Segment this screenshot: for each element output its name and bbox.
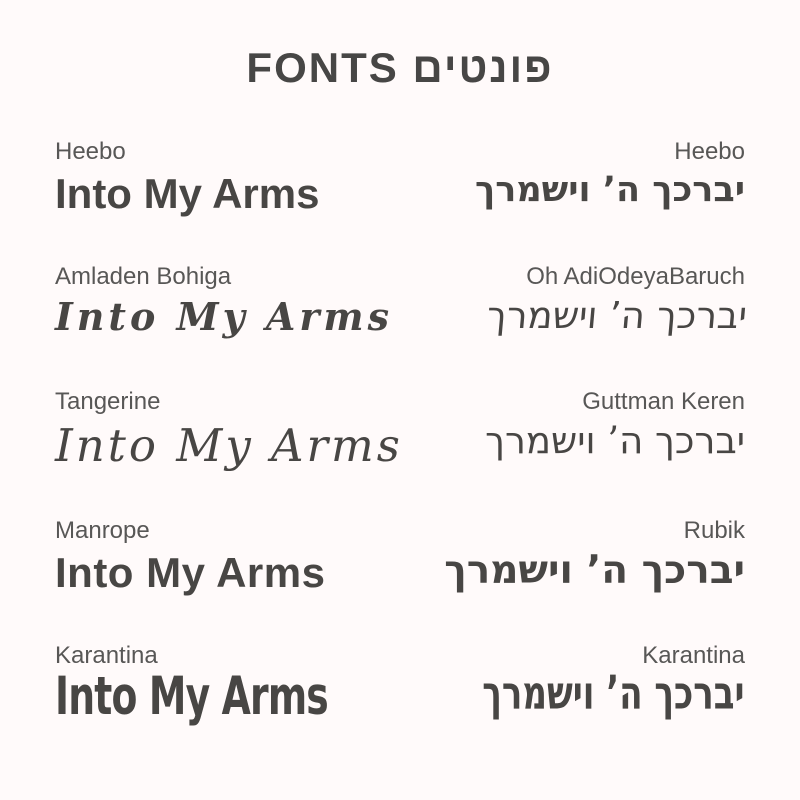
font-sample-rubik-hebrew bbox=[444, 517, 745, 595]
font-sample-heebo-latin bbox=[55, 138, 319, 219]
font-sample-text: Into My Arms bbox=[55, 170, 320, 218]
page-title: FONTS פונטים bbox=[246, 44, 554, 91]
font-name-label: Guttman Keren bbox=[582, 388, 745, 416]
font-sample-amladen-latin bbox=[55, 263, 393, 339]
font-name-label: Karantina bbox=[642, 642, 745, 670]
font-name-label: Heebo bbox=[55, 138, 126, 166]
font-rows bbox=[55, 138, 749, 728]
font-sample-text: יברכך ה’ וישמרך bbox=[485, 419, 745, 463]
font-row-heebo bbox=[55, 138, 745, 219]
font-sample-karantina-latin bbox=[55, 642, 388, 728]
font-sample-text: Into My Arms bbox=[55, 294, 394, 340]
font-sample-heebo-hebrew bbox=[475, 138, 745, 211]
font-sample-guttman-hebrew bbox=[485, 388, 745, 463]
font-sample-text: Into My Arms bbox=[55, 664, 328, 728]
font-sample-text: Into My Arms bbox=[55, 419, 403, 473]
font-sample-adiodeya-hebrew bbox=[485, 263, 749, 338]
font-sample-text: יברכך ה’ וישמרך bbox=[482, 667, 745, 721]
font-name-label: Tangerine bbox=[55, 388, 161, 416]
font-sample-text: יברכך ה’ וישמרך bbox=[444, 548, 745, 594]
font-row-tangerine-guttman bbox=[55, 388, 745, 473]
font-row-karantina bbox=[55, 642, 745, 728]
font-name-label: Karantina bbox=[55, 642, 158, 670]
font-name-label: Amladen Bohiga bbox=[55, 263, 232, 291]
font-sample-tangerine-latin bbox=[55, 388, 403, 473]
font-row-amladen-adiodeya bbox=[55, 263, 749, 344]
font-sample-text: יברכך ה’ וישמרך bbox=[485, 294, 749, 338]
font-sample-manrope-latin bbox=[55, 517, 325, 598]
font-name-label: Oh AdiOdeyaBaruch bbox=[526, 263, 745, 291]
font-name-label: Heebo bbox=[674, 138, 745, 166]
font-sample-text: יברכך ה’ וישמרך bbox=[475, 170, 745, 211]
font-sample-text: Into My Arms bbox=[55, 549, 326, 597]
font-name-label: Rubik bbox=[683, 517, 745, 545]
font-row-manrope-rubik bbox=[55, 517, 745, 598]
font-sample-karantina-hebrew bbox=[436, 642, 745, 721]
font-name-label: Manrope bbox=[55, 517, 150, 545]
